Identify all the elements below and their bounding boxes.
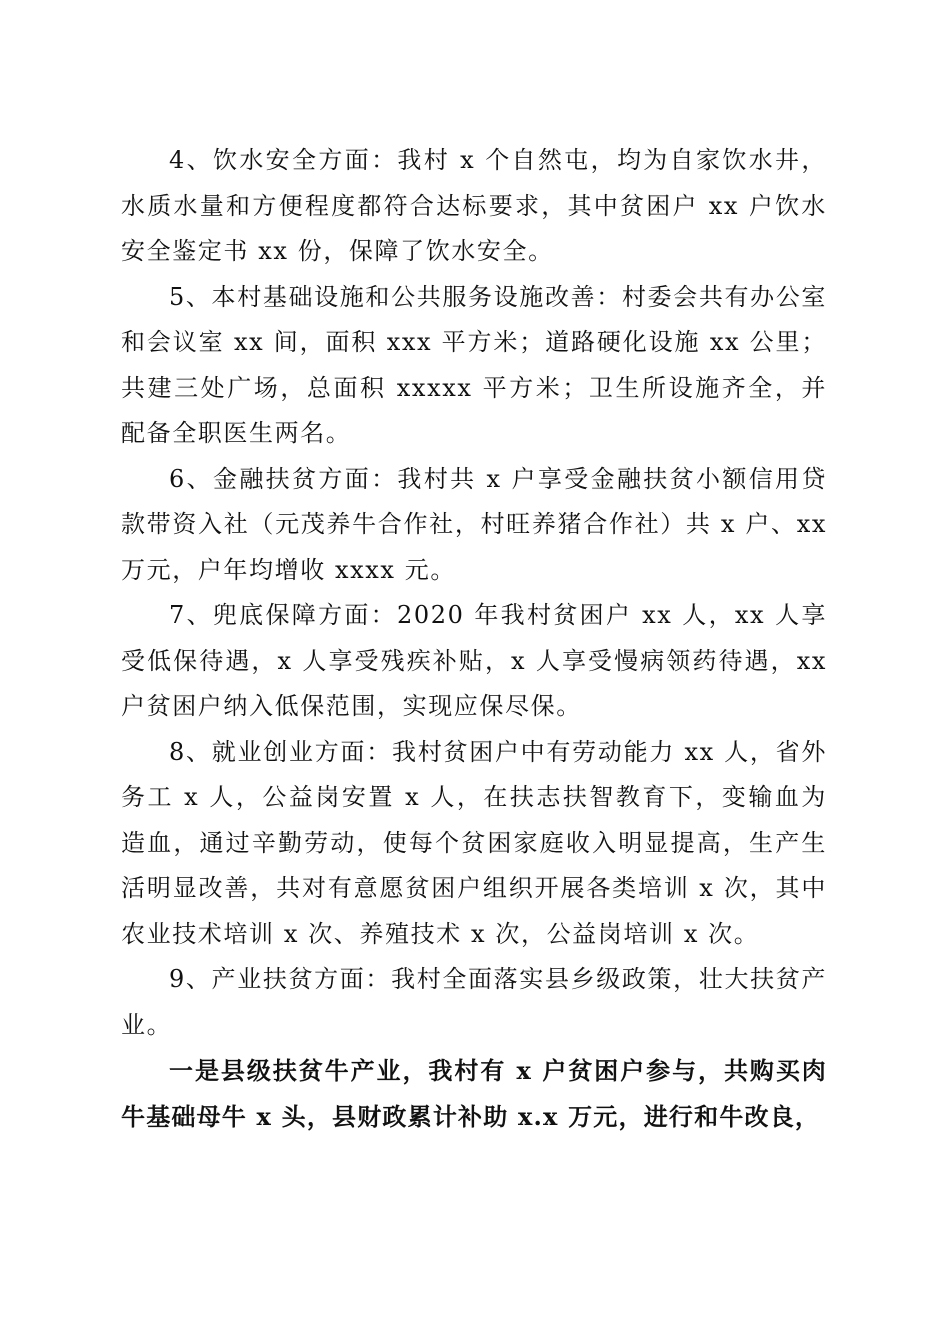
paragraph-industry-aid: 9、产业扶贫方面：我村全面落实县乡级政策，壮大扶贫产业。	[121, 965, 827, 1039]
paragraph-financial-aid: 6、金融扶贫方面：我村共 x 户享受金融扶贫小额信用贷款带资入社（元茂养牛合作社，村旺养猪合作社）共 x 户、xx 万元，户年均增收 xxxx 元。	[121, 464, 827, 584]
paragraph-employment: 8、就业创业方面：我村贫困户中有劳动能力 xx 人，省外务工 x 人，公益岗安置 x 人，在扶志扶智教育下，变输血为造血，通过辛勤劳动，使每个贫困家庭收入明显提高，生产生活明显改善，共对有意愿贫困户组织开展各类培训 x 次，其中农业技术培训 x 次、养殖技术 x 次，公益岗培训 x 次。	[121, 737, 827, 948]
paragraph-social-security: 7、兜底保障方面：2020 年我村贫困户 xx 人，xx 人享受低保待遇，x 人享受残疾补贴，x 人享受慢病领药待遇，xx 户贫困户纳入低保范围，实现应保尽保。	[121, 601, 827, 720]
document-body	[121, 138, 827, 1139]
paragraph-drinking-water: 4、饮水安全方面：我村 x 个自然屯，均为自家饮水井，水质水量和方便程度都符合达标要求，其中贫困户 xx 户饮水安全鉴定书 xx 份，保障了饮水安全。	[121, 146, 827, 265]
paragraph-cattle-industry: 一是县级扶贫牛产业，我村有 x 户贫困户参与，共购买肉牛基础母牛 x 头，县财政累计补助 x.x 万元，进行和牛改良，	[121, 1056, 827, 1131]
paragraph-infrastructure: 5、本村基础设施和公共服务设施改善：村委会共有办公室和会议室 xx 间，面积 xxx 平方米；道路硬化设施 xx 公里；共建三处广场，总面积 xxxxx 平方米；卫生所设施齐全，并配备全职医生两名。	[121, 282, 827, 447]
